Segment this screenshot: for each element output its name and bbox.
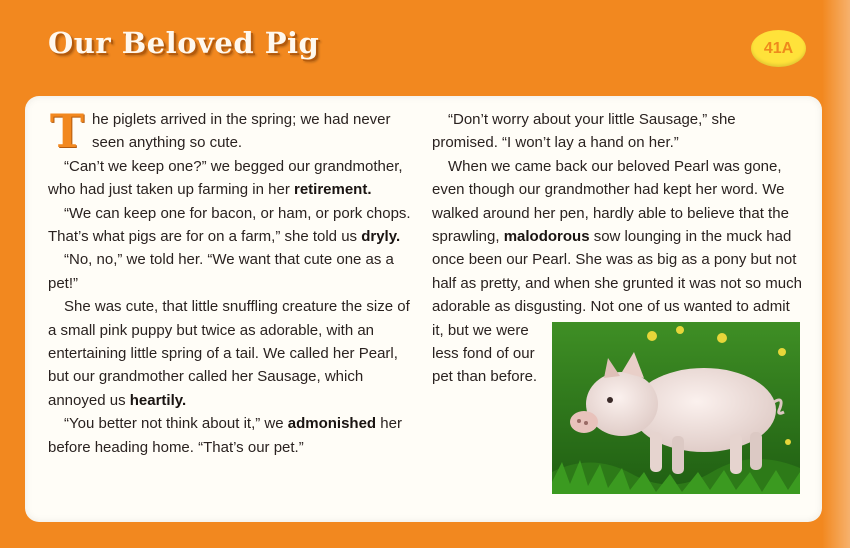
paragraph-6-text-b: her before heading home. “That’s our pet.” <box>48 415 402 456</box>
piglet-photo <box>552 322 800 494</box>
paragraph-6 <box>48 412 418 459</box>
paragraph-7: “Don’t worry about your little Sausage,” she promised. “I won’t lay a hand on her.” <box>432 111 736 152</box>
paragraph-2-text: “Can’t we keep one?” we begged our grandmother, who had just taken up farming in her <box>48 157 403 199</box>
vocab-retirement: retirement. <box>293 181 372 199</box>
paragraph-1-text: he piglets arrived in the spring; we had never seen anything so cute. <box>92 111 391 152</box>
paragraph-8 <box>432 155 802 389</box>
story-panel <box>25 96 822 522</box>
right-column <box>432 108 802 494</box>
paragraph-4: “No, no,” we told her. “We want that cute one as a pet!” <box>48 251 394 292</box>
drop-cap: T <box>49 104 85 158</box>
vocab-dryly: dryly. <box>361 228 401 246</box>
paragraph-8-text-a: When we came back our beloved Pearl was gone, even though our grandmother had kept her word. We walked around her pen, hardly able to believe that the sprawling, <box>432 157 789 246</box>
vocab-malodorous: malodorous <box>503 228 590 246</box>
paragraph-8-text-c: us wanted to admit it, but we were less fond of our pet than before. <box>432 298 790 386</box>
paragraph-8-text-b: sow lounging in the muck had once been our Pearl. She was as big as a pony but not half as pretty, and when she grunted it was not so much adorable as disgusting. Not one of <box>432 228 802 316</box>
vocab-heartily: heartily. <box>129 391 187 409</box>
paragraph-2 <box>48 155 418 202</box>
paragraph-6-text-a: “You better not think about it,” we <box>64 415 288 433</box>
paragraph-3-text: “We can keep one for bacon, or ham, or pork chops. That’s what pigs are for on a farm,” she told us <box>48 204 411 246</box>
paragraph-3 <box>48 202 418 249</box>
paragraph-1 <box>48 104 418 158</box>
page-number-badge: 41A <box>751 30 806 67</box>
vocab-admonished: admonished <box>287 415 377 433</box>
paragraph-5 <box>48 295 418 412</box>
paragraph-5-text: She was cute, that little snuffling creature the size of a small pink puppy but twice as adorable, with an entertaining little spring of a tail. We called her Pearl, but our grandmother called her Sausage, which annoyed us <box>48 298 410 409</box>
left-column <box>48 104 418 459</box>
page-title: Our Beloved Pig <box>48 26 320 60</box>
